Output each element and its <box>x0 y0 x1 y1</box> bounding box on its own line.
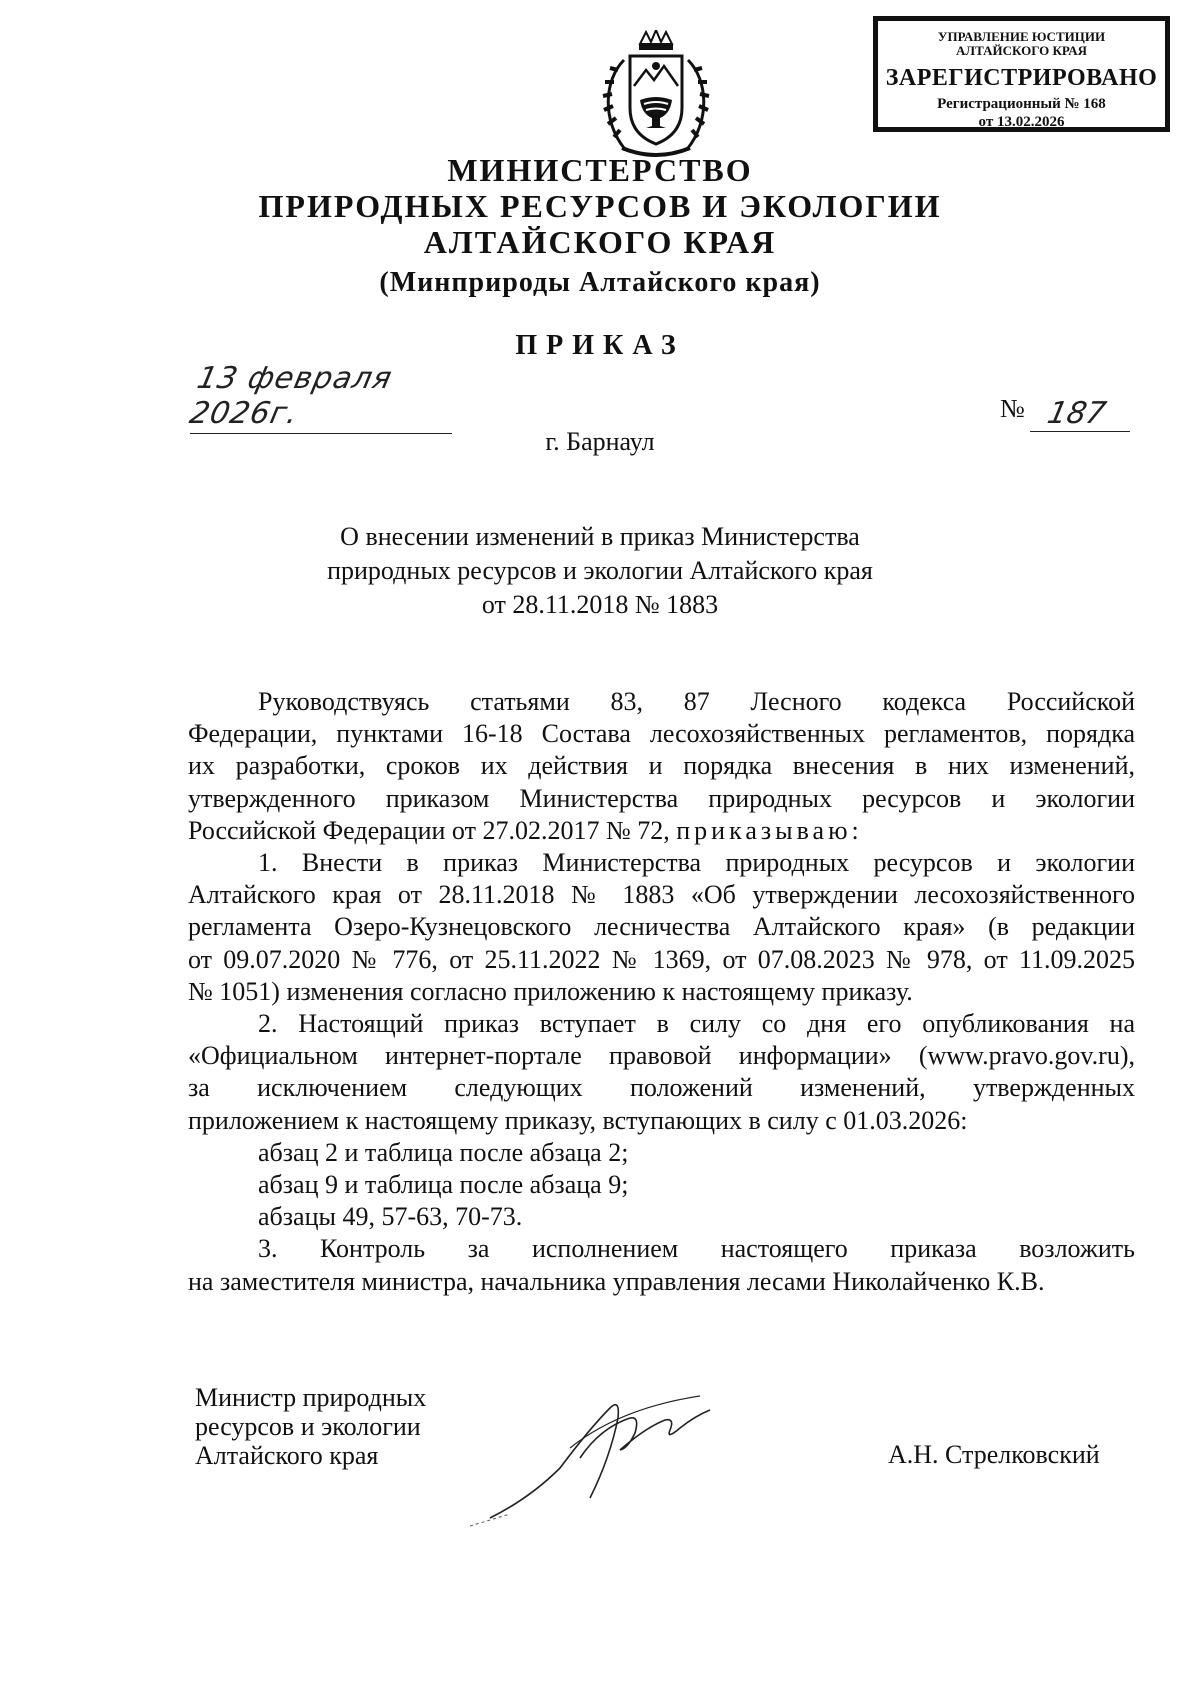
body-line: от 09.07.2020 № 776, от 25.11.2022 № 1369, от 07.08.2023 № 978, от 11.09.2025 <box>188 944 1135 974</box>
body-line: «Официальном интернет-портале правовой информации» (www.pravo.gov.ru), <box>188 1041 1135 1071</box>
order-title: ПРИКАЗ <box>515 330 685 361</box>
subject-line2: природных ресурсов и экологии Алтайского края <box>327 556 873 585</box>
ministry-name-line2: ПРИРОДНЫХ РЕСУРСОВ И ЭКОЛОГИИ <box>258 188 942 224</box>
signatory-title-line1: Министр природных <box>195 1383 427 1412</box>
body-line: абзац 9 и таблица после абзаца 9; <box>258 1170 629 1200</box>
order-number-label: № <box>1000 394 1025 423</box>
stamp-status: ЗАРЕГИСТРИРОВАНО <box>885 65 1158 91</box>
ministry-short-name: (Минприроды Алтайского края) <box>379 267 821 298</box>
body-line: Алтайского края от 28.11.2018 № 1883 «Об утверждении лесохозяйственного <box>188 880 1135 910</box>
body-line: № 1051) изменения согласно приложению к настоящему приказу. <box>188 976 913 1006</box>
subject-line1: О внесении изменений в приказ Министерства <box>340 522 860 551</box>
handwritten-signature <box>470 1388 760 1528</box>
body-line: приложением к настоящему приказу, вступающих в силу с 01.03.2026: <box>188 1105 968 1135</box>
body-line: абзац 2 и таблица после абзаца 2; <box>258 1137 629 1167</box>
stamp-reg-number: Регистрационный № 168 <box>937 96 1106 112</box>
signatory-title <box>195 1383 426 1470</box>
body-line: Руководствуясь статьями 83, 87 Лесного кодекса Российской <box>258 687 1135 716</box>
body-line: 1. Внести в приказ Министерства природных ресурсов и экологии <box>258 848 1135 878</box>
stamp-authority-line1: УПРАВЛЕНИЕ ЮСТИЦИИ <box>937 29 1106 44</box>
body-line <box>188 815 1135 847</box>
signatory-name: А.Н. Стрелковский <box>888 1440 1100 1469</box>
order-verb: приказываю: <box>676 815 863 845</box>
stamp-reg-date: от 13.02.2026 <box>978 114 1065 130</box>
order-date-handwritten: 13 февраля 2026г. <box>186 361 396 431</box>
subject-line3: от 28.11.2018 № 1883 <box>481 590 719 619</box>
order-subject <box>200 520 1000 622</box>
body-line: 3. Контроль за исполнением настоящего приказа возложить <box>258 1234 1135 1264</box>
body-line: за исключением следующих положений изменений, утвержденных <box>188 1073 1135 1103</box>
body-line: Федерации, пунктами 16-18 Состава лесохозяйственных регламентов, порядка <box>188 719 1135 749</box>
coat-of-arms-icon <box>594 30 718 166</box>
ministry-name-line1: МИНИСТЕРСТВО <box>447 152 753 188</box>
body-line: 2. Настоящий приказ вступает в силу со дня его опубликования на <box>258 1009 1135 1039</box>
body-text: Российской Федерации от 27.02.2017 № 72, <box>188 815 670 845</box>
body-line: на заместителя министра, начальника управления лесами Николайченко К.В. <box>188 1266 1045 1296</box>
body-line: регламента Озеро-Кузнецовского лесничества Алтайского края» (в редакции <box>188 912 1135 942</box>
registration-stamp <box>873 16 1170 132</box>
signatory-title-line2: ресурсов и экологии <box>195 1412 421 1441</box>
order-body <box>188 686 1135 1298</box>
order-number-handwritten: 187 <box>1044 396 1109 431</box>
body-line: абзацы 49, 57-63, 70-73. <box>258 1202 523 1232</box>
signatory-title-line3: Алтайского края <box>195 1441 379 1470</box>
body-line: их разработки, сроков их действия и порядка внесения в них изменений, <box>188 751 1135 781</box>
stamp-authority-line2: АЛТАЙСКОГО КРАЯ <box>956 43 1087 58</box>
order-number-field <box>1030 387 1130 432</box>
ministry-name-line3: АЛТАЙСКОГО КРАЯ <box>423 224 777 260</box>
body-line: утвержденного приказом Министерства природных ресурсов и экологии <box>188 783 1135 813</box>
order-city: г. Барнаул <box>545 427 655 456</box>
